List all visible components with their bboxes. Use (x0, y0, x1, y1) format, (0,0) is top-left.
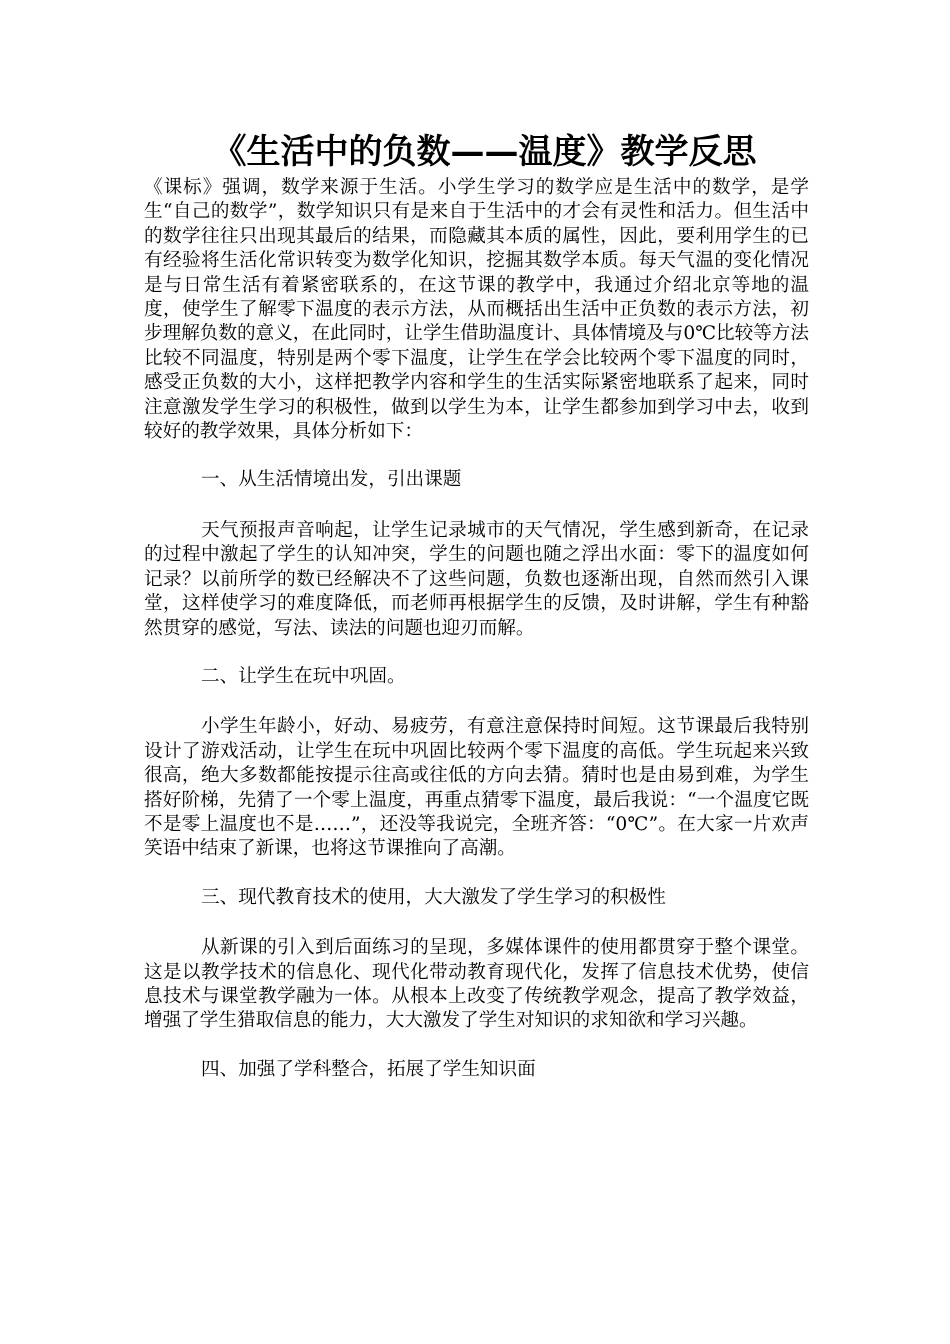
spacer (144, 641, 809, 665)
spacer (144, 444, 809, 468)
section-body-2: 小学生年龄小，好动、易疲劳，有意注意保持时间短。这节课最后我特别设计了游戏活动，让学生在玩中巩固比较两个零下温度的高低。学生玩起来兴致很高，绝大多数都能按提示往高或往低的方向去猜。猜时也是由易到难，为学生搭好阶梯，先猜了一个零上温度，再重点猜零下温度，最后我说：“一个温度它既不是零上温度也不是……”，还没等我说完，全班齐答：“0℃”。在大家一片欢声笑语中结束了新课，也将这节课推向了高潮。 (144, 716, 809, 860)
section-body-3: 从新课的引入到后面练习的呈现，多媒体课件的使用都贯穿于整个课堂。这是以教学技术的信息化、现代化带动教育现代化，发挥了信息技术优势，使信息技术与课堂教学融为一体。从根本上改变了传统教学观念，提高了教学效益，增强了学生猎取信息的能力，大大激发了学生对知识的求知欲和学习兴趣。 (144, 937, 809, 1032)
spacer (144, 862, 809, 886)
spacer (144, 1034, 809, 1058)
spacer (144, 910, 809, 936)
section-heading-3: 三、现代教育技术的使用，大大激发了学生学习的积极性 (201, 886, 666, 908)
section-heading-2: 二、让学生在玩中巩固。 (201, 665, 406, 687)
section-heading-1: 一、从生活情境出发，引出课题 (201, 469, 462, 491)
document-title: 《生活中的负数——温度》教学反思 (212, 132, 757, 172)
spacer (144, 493, 809, 519)
document-page (144, 128, 809, 1082)
section-heading-4: 四、加强了学科整合，拓展了学生知识面 (201, 1058, 536, 1080)
intro-paragraph: 《课标》强调，数学来源于生活。小学生学习的数学应是生活中的数学，是学生“自己的数学”，数学知识只有是来自于生活中的才会有灵性和活力。但生活中的数学往往只出现其最后的结果，而隐藏其本质的属性，因此，要利用学生的已有经验将生活化常识转变为数学化知识，挖掘其数学本质。每天气温的变化情况是与日常生活有着紧密联系的，在这节课的教学中，我通过介绍北京等地的温度，使学生了解零下温度的表示方法，从而概括出生活中正负数的表示方法，初步理解负数的意义，在此同时，让学生借助温度计、具体情境及与0℃比较等方法比较不同温度，特别是两个零下温度，让学生在学会比较两个零下温度的同时，感受正负数的大小，这样把教学内容和学生的生活实际紧密地联系了起来，同时注意激发学生学习的积极性，做到以学生为本，让学生都参加到学习中去，收到较好的教学效果，具体分析如下： (144, 177, 809, 443)
section-body-1: 天气预报声音响起，让学生记录城市的天气情况，学生感到新奇，在记录的过程中激起了学生的认知冲突，学生的问题也随之浮出水面：零下的温度如何记录？以前所学的数已经解决不了这些问题，负数也逐渐出现，自然而然引入课堂，这样使学习的难度降低，而老师再根据学生的反馈，及时讲解，学生有种豁然贯穿的感觉，写法、读法的问题也迎刃而解。 (144, 519, 809, 639)
spacer (144, 689, 809, 715)
